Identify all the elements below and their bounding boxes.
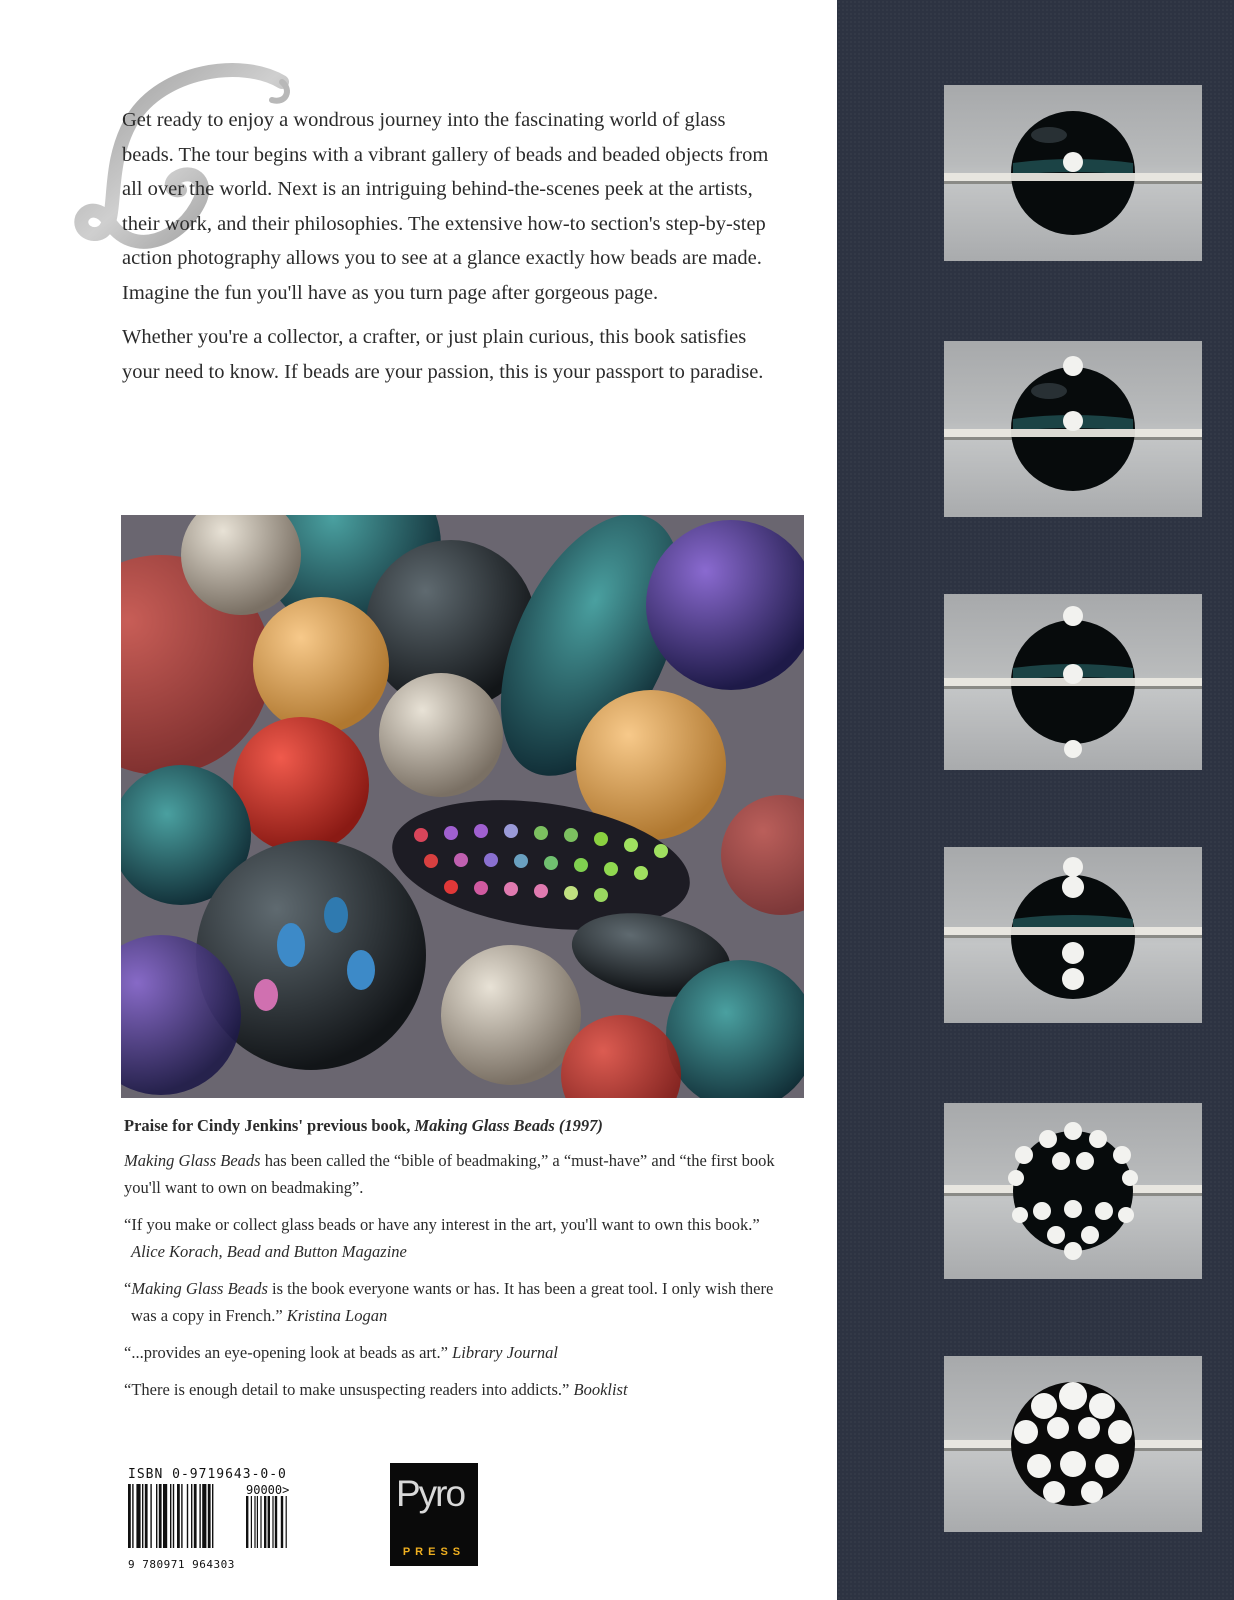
bead-photo-step-4 [944, 847, 1202, 1023]
publisher-logo [390, 1463, 478, 1566]
praise-quote-3 [124, 1275, 784, 1329]
quote-3-title: Making Glass Beads [131, 1279, 268, 1298]
ean-number: 9 780971 964303 [128, 1558, 235, 1571]
praise-quote-5 [124, 1376, 784, 1403]
quote-2-source: Alice Korach, Bead and Button Magazine [131, 1242, 407, 1261]
praise-quote-1 [124, 1147, 784, 1201]
praise-heading-title: Making Glass Beads (1997) [414, 1116, 603, 1135]
praise-heading [124, 1112, 784, 1139]
intro-paragraph-2: Whether you're a collector, a crafter, or just plain curious, this book satisfies your need to know. If beads are your passion, this is your passport to paradise. [122, 326, 764, 383]
bead-photo-step-3 [944, 594, 1202, 770]
quote-2-text: “If you make or collect glass beads or have any interest in the art, you'll want to own this book.” [124, 1215, 760, 1234]
praise-quote-2 [124, 1211, 784, 1265]
bead-photo-step-2 [944, 341, 1202, 517]
quote-4-text: “...provides an eye-opening look at beads as art.” [124, 1343, 453, 1362]
intro-text [122, 103, 782, 399]
quote-3-source: Kristina Logan [286, 1306, 388, 1325]
bead-photo-step-1 [944, 85, 1202, 261]
quote-5-text: “There is enough detail to make unsuspecting readers into addicts.” [124, 1380, 574, 1399]
quote-5-source: Booklist [573, 1380, 628, 1399]
quote-3-text: is the book everyone wants or has. It has been a great tool. I only wish there was a copy in French.” [131, 1279, 774, 1325]
quote-1-text: has been called the “bible of beadmaking,” a “must-have” and “the first book you'll want to own on beadmaking”. [124, 1151, 775, 1197]
publisher-sub: PRESS [402, 1546, 466, 1558]
bead-photo-step-5 [944, 1103, 1202, 1279]
quote-4-source: Library Journal [452, 1343, 558, 1362]
isbn-barcode [128, 1467, 308, 1571]
isbn-label: ISBN 0-9719643-0-0 [128, 1467, 287, 1482]
price-code: 90000> [246, 1483, 290, 1497]
bead-photo-step-6 [944, 1356, 1202, 1532]
quote-3-open: “ [124, 1279, 132, 1298]
quote-1-title: Making Glass Beads [124, 1151, 261, 1170]
praise-quote-4 [124, 1339, 784, 1366]
publisher-name: Pyro [396, 1473, 465, 1514]
praise-heading-prefix: Praise for Cindy Jenkins' previous book, [124, 1116, 415, 1135]
glass-beads-photo [121, 515, 804, 1098]
intro-paragraph-1: Get ready to enjoy a wondrous journey into the fascinating world of glass beads. The tour begins with a vibrant gallery of beads and beaded objects from all over the world. Next is an intriguing behind-the-scenes peek at the artists, their work, and their philosophies. The extensive how-to section's step-by-step action photography allows you to see at a glance exactly how beads are made. Imagine the fun you'll have as you turn page after gorgeous page. [122, 109, 769, 304]
praise-section [124, 1112, 784, 1413]
